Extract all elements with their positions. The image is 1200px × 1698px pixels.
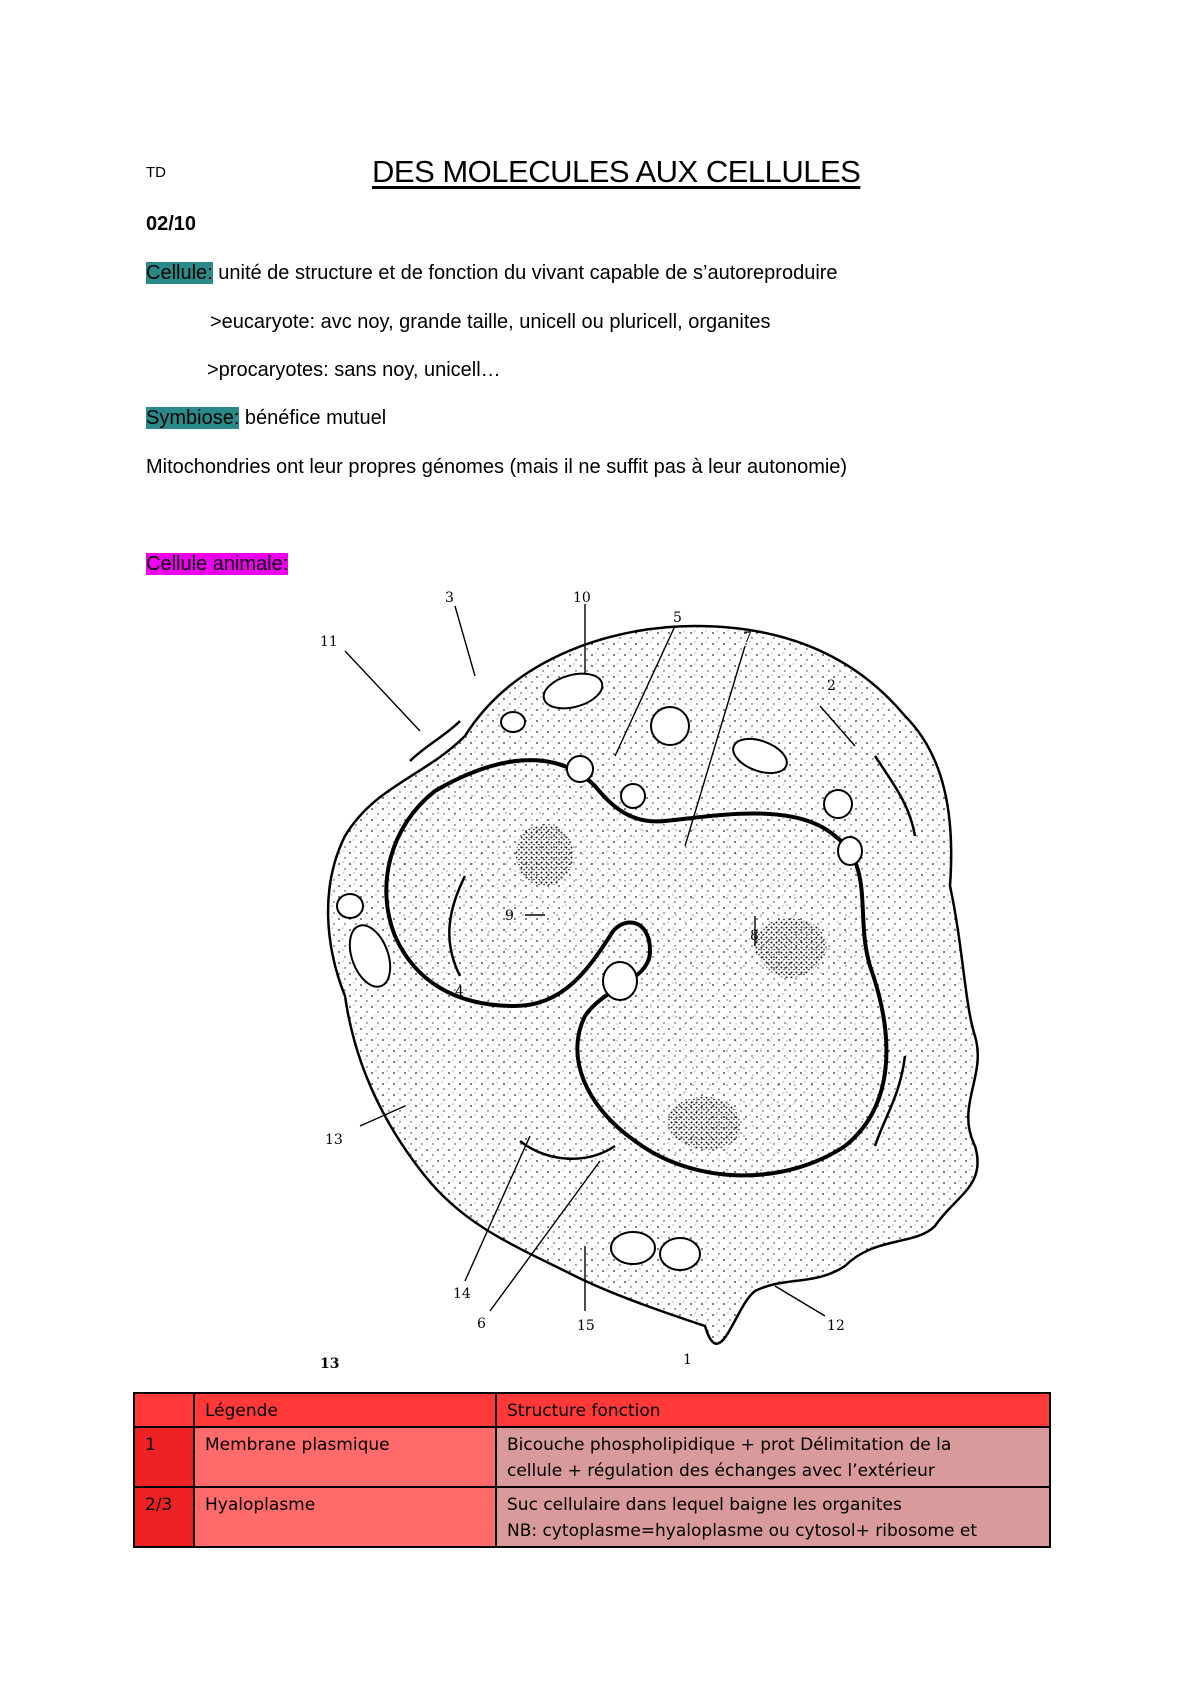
row-number: 2/3 (134, 1487, 194, 1547)
cellule-definition: unité de structure et de fonction du vivant capable de s’autoreproduire (212, 262, 838, 284)
animal-cell-diagram (315, 586, 1005, 1386)
row-fonction-line: Bicouche phospholipidique + prot Délimitation de la (507, 1435, 952, 1455)
row-legende: Membrane plasmique (194, 1427, 496, 1487)
table-header-row (134, 1393, 1050, 1427)
row-fonction (496, 1427, 1050, 1487)
table-row (134, 1427, 1050, 1487)
row-legende: Hyaloplasme (194, 1487, 496, 1547)
diagram-label-4: 4 (455, 984, 464, 1000)
row-fonction-line: NB: cytoplasme=hyaloplasme ou cytosol+ ribosome et (507, 1521, 978, 1541)
row-fonction (496, 1487, 1050, 1547)
diagram-label-5: 5 (673, 610, 682, 626)
diagram-label-7: 7 (743, 630, 752, 646)
diagram-label-6: 6 (477, 1316, 486, 1332)
table-row (134, 1487, 1050, 1547)
legend-table (133, 1392, 1051, 1548)
row-fonction-line: Suc cellulaire dans lequel baigne les organites (507, 1495, 902, 1515)
procaryote-line: >procaryotes: sans noy, unicell… (207, 359, 501, 381)
page-title: DES MOLECULES AUX CELLULES (372, 154, 861, 189)
mitochondries-line: Mitochondries ont leur propres génomes (mais il ne suffit pas à leur autonomie) (146, 456, 848, 478)
section-title-text: Cellule animale: (146, 553, 289, 575)
section-title (146, 553, 288, 576)
row-number: 1 (134, 1427, 194, 1487)
diagram-label-1: 1 (683, 1352, 692, 1368)
table-header-num (134, 1393, 194, 1427)
diagram-label-14: 14 (453, 1286, 471, 1302)
table-header-fonction: Structure fonction (496, 1393, 1050, 1427)
diagram-label-15: 15 (577, 1318, 595, 1334)
diagram-label-13: 13 (325, 1132, 343, 1148)
date: 02/10 (146, 213, 197, 235)
symbiose-line (146, 407, 386, 430)
symbiose-definition: bénéfice mutuel (239, 407, 387, 429)
diagram-label-10: 10 (573, 590, 591, 606)
diagram-label-12: 12 (827, 1318, 845, 1334)
diagram-label-2: 2 (827, 678, 836, 694)
row-fonction-line: cellule + régulation des échanges avec l’extérieur (507, 1461, 935, 1481)
symbiose-term: Symbiose: (146, 407, 240, 429)
diagram-label-8: 8 (750, 928, 759, 944)
table-header-legende: Légende (194, 1393, 496, 1427)
diagram-label-3: 3 (445, 590, 454, 606)
eucaryote-line: >eucaryote: avc noy, grande taille, unicell ou pluricell, organites (210, 311, 771, 333)
diagram-corner-label: 13 (320, 1356, 340, 1372)
cellule-line (146, 262, 838, 285)
diagram-label-11: 11 (320, 634, 338, 650)
td-tag: TD (146, 164, 166, 181)
diagram-label-9: 9 (505, 908, 514, 924)
cellule-term: Cellule: (146, 262, 213, 284)
